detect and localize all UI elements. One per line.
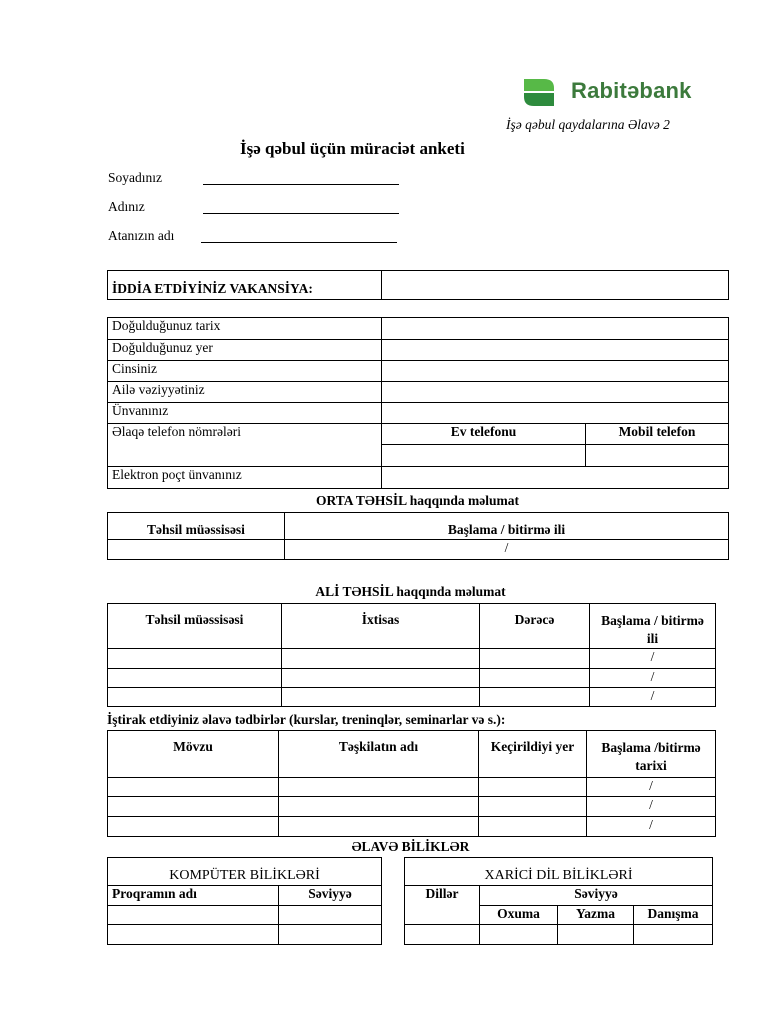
vacancy-input[interactable] [382,271,729,300]
gender-label: Cinsiniz [108,361,382,382]
address-input[interactable] [382,403,729,424]
topic-header: Mövzu [108,731,279,778]
language-skills-header: XARİCİ DİL BİLİKLƏRİ [405,858,713,886]
patronymic-field[interactable] [108,228,174,244]
event-dates-input[interactable]: / [587,778,716,797]
program-name-header: Proqramın adı [108,886,279,906]
specialty-input[interactable] [282,688,480,707]
language-input[interactable] [405,925,480,945]
appendix-note: İşə qəbul qaydalarına Əlavə 2 [506,117,670,132]
secondary-education-title: ORTA TƏHSİL haqqında məlumat [316,493,519,508]
degree-input[interactable] [480,669,590,688]
rabitabank-logo-icon [522,77,556,108]
specialty-input[interactable] [282,649,480,669]
reading-header: Oxuma [480,906,558,925]
patronymic-label: Atanızın adı [108,228,175,243]
language-level-header: Səviyyə [480,886,713,906]
languages-header: Dillər [405,886,480,925]
birth-date-input[interactable] [382,318,729,340]
address-label: Ünvanınız [108,403,382,424]
page-title: İşə qəbul üçün müraciət anketi [240,139,465,158]
name-field[interactable] [108,199,145,215]
organization-input[interactable] [279,817,479,837]
program-name-input[interactable] [108,906,279,925]
mobile-phone-header: Mobil telefon [586,424,729,445]
marital-status-label: Ailə vəziyyətiniz [108,382,382,403]
speaking-input[interactable] [634,925,713,945]
higher-institution-input[interactable] [108,669,282,688]
higher-years-input[interactable]: / [590,649,716,669]
organization-input[interactable] [279,778,479,797]
brand-name: Rabitəbank [571,78,692,103]
place-input[interactable] [479,797,587,817]
home-phone-input[interactable] [382,445,586,467]
event-dates-input[interactable]: / [587,797,716,817]
event-dates-input[interactable]: / [587,817,716,837]
name-label: Adınız [108,199,145,214]
email-label: Elektron poçt ünvanınız [108,467,382,489]
higher-institution-input[interactable] [108,688,282,707]
email-input[interactable] [382,467,729,489]
computer-level-header: Səviyyə [279,886,382,906]
higher-years-input[interactable]: / [590,669,716,688]
degree-input[interactable] [480,649,590,669]
skills-title: ƏLAVƏ BİLİKLƏR [351,839,470,854]
birth-date-label: Doğulduğunuz tarix [108,318,382,340]
name-line[interactable] [203,199,399,214]
speaking-header: Danışma [634,906,713,925]
phones-label: Əlaqə telefon nömrələri [108,424,382,467]
patronymic-line[interactable] [201,228,397,243]
events-table [107,730,716,837]
marital-status-input[interactable] [382,382,729,403]
higher-institution-header: Təhsil müəssisəsi [108,604,282,649]
computer-level-input[interactable] [279,906,382,925]
vacancy-table [107,270,729,300]
place-input[interactable] [479,778,587,797]
event-dates-header: Başlama /bitirmə tarixi [587,731,716,778]
surname-field[interactable] [108,170,162,186]
place-header: Keçirildiyi yer [479,731,587,778]
degree-input[interactable] [480,688,590,707]
writing-input[interactable] [558,925,634,945]
secondary-institution-input[interactable] [108,540,285,560]
higher-years-input[interactable]: / [590,688,716,707]
degree-header: Dərəcə [480,604,590,649]
secondary-years-header: Başlama / bitirmə ili [285,513,729,540]
topic-input[interactable] [108,778,279,797]
birth-place-label: Doğulduğunuz yer [108,340,382,361]
writing-header: Yazma [558,906,634,925]
vacancy-label: İDDİA ETDİYİNİZ VAKANSİYA: [108,271,382,300]
secondary-years-input[interactable]: / [285,540,729,560]
place-input[interactable] [479,817,587,837]
birth-place-input[interactable] [382,340,729,361]
secondary-education-table [107,512,729,560]
mobile-phone-input[interactable] [586,445,729,467]
program-name-input[interactable] [108,925,279,945]
gender-input[interactable] [382,361,729,382]
computer-skills-table [107,857,382,945]
secondary-institution-header: Təhsil müəssisəsi [108,513,285,540]
reading-input[interactable] [480,925,558,945]
events-title: İştirak etdiyiniz əlavə tədbirlər (kurslar, treninqlər, seminarlar və s.): [107,712,506,727]
personal-info-table [107,317,729,489]
surname-label: Soyadınız [108,170,162,185]
home-phone-header: Ev telefonu [382,424,586,445]
higher-education-title: ALİ TƏHSİL haqqında məlumat [315,584,506,599]
higher-institution-input[interactable] [108,649,282,669]
organization-input[interactable] [279,797,479,817]
computer-skills-header: KOMPÜTER BİLİKLƏRİ [108,858,382,886]
higher-years-header: Başlama / bitirmə ili [590,604,716,649]
language-skills-table [404,857,713,945]
topic-input[interactable] [108,797,279,817]
surname-line[interactable] [203,170,399,185]
specialty-header: İxtisas [282,604,480,649]
computer-level-input[interactable] [279,925,382,945]
organization-header: Təşkilatın adı [279,731,479,778]
specialty-input[interactable] [282,669,480,688]
higher-education-table [107,603,716,707]
topic-input[interactable] [108,817,279,837]
